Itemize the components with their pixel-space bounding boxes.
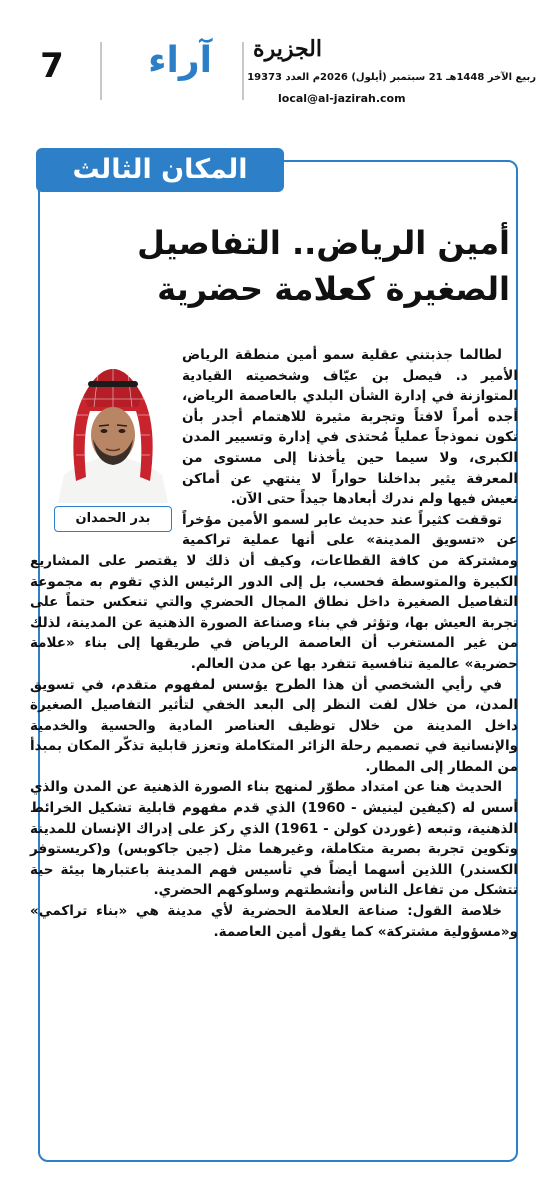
newspaper-logo: الجزيرة	[253, 36, 322, 62]
header-divider	[242, 42, 244, 100]
article-paragraph: لطالما جذبتني عقلية سمو أمين منطقة الرياض الأمير د. فيصل بن عيّاف وشخصيته القيادية المتوازنة في إدارة الشأن البلدي بالعاصمة الرياض، أجده أمراً لافتاً وتجربة مثيرة للاهتمام أجدر بأن تكون نموذجاً عملياً مُحتذى في إدارة وتسيير المدن الكبرى، ولا سيما حين يأخذنا إلى مستوى من المعرفة يثير بداخلنا حواراً لا ينتهي عن أماكن نعيش فيها ولم ندرك أبعادها جيداً حتى الآن.	[182, 347, 518, 508]
article-paragraph: في رأيي الشخصي أن هذا الطرح يؤسس لمفهوم متقدم، في تسويق المدن، من خلال لفت النظر إلى البعد الخفي لتأثير التفاصيل الصغيرة داخل المدينة من خلال توظيف العناصر المادية والحسية والخدمية والإنسانية في تصميم رحلة الزائر المتكاملة وتعزز قابلية تذكّر المكان بمبدأ من المطار إلى المطار.	[30, 676, 518, 775]
author-name: بدر الحمدان	[54, 506, 172, 532]
dateline: ربيع الآخر 1448هـ 21 سبتمبر (أيلول) 2026م العدد 19373	[247, 72, 536, 83]
contact-email[interactable]: local@al-jazirah.com	[278, 92, 406, 105]
header-divider	[100, 42, 102, 100]
article-paragraph: الحديث هنا عن امتداد مطوّر لمنهج بناء الصورة الذهنية عن المدن والذي أسس له (كيفين لينيش - 1960) الذي قدم مفهوم قابلية تشكيل الخرائط الذهنية، وتبعه (غوردن كولن - 1961) الذي ركز على إدراك الإنسان للمدينة وتكوين تجربة بصرية متكاملة، وغيرهما مثل (جين جاكوبس) و(كريستوفر الكسندر) اللذين أسهما أيضاً في تأسيس فهم المدينة باعتبارها بيئة حية تتشكل من تفاعل الناس وأنشطتهم وسلوكهم الحضري.	[30, 779, 519, 899]
article-headline: أمين الرياض.. التفاصيل الصغيرة كعلامة حضرية	[137, 224, 510, 308]
column-name-tag: المكان الثالث	[36, 148, 284, 192]
article-paragraph: توقفت كثيراً عند حديث عابر لسمو الأمين مؤخراً عن «تسويق المدينة» على أنها عملية تراكمية ومشتركة من كافة القطاعات، وكيف أن ذلك لا يقتصر على المشاريع الكبيرة والمتوسطة فحسب، بل إلى الدور الرئيس الذي تقوم به مجموعة التفاصيل الصغيرة داخل نطاق المجال الحضري والتي تنعكس حتماً على تجربة العيش بها، وتؤثر في بناء وصناعة الصورة الذهنية عن المدينة، لذلك من غير المستغرب أن العاصمة الرياض في طريقها إلى بناء «علامة حضرية» عالمية تنافسية تتفرد بها عن مدن العالم.	[30, 511, 518, 672]
photo-spacer	[30, 345, 182, 535]
page-header	[0, 0, 550, 110]
article-body	[30, 345, 518, 1165]
article-paragraph: خلاصة القول: صناعة العلامة الحضرية لأي مدينة هي «بناء تراكمي» و«مسؤولية مشتركة» كما يقول أمين العاصمة.	[30, 903, 518, 940]
page-number: 7	[40, 46, 64, 86]
section-title: آراء	[148, 40, 212, 81]
